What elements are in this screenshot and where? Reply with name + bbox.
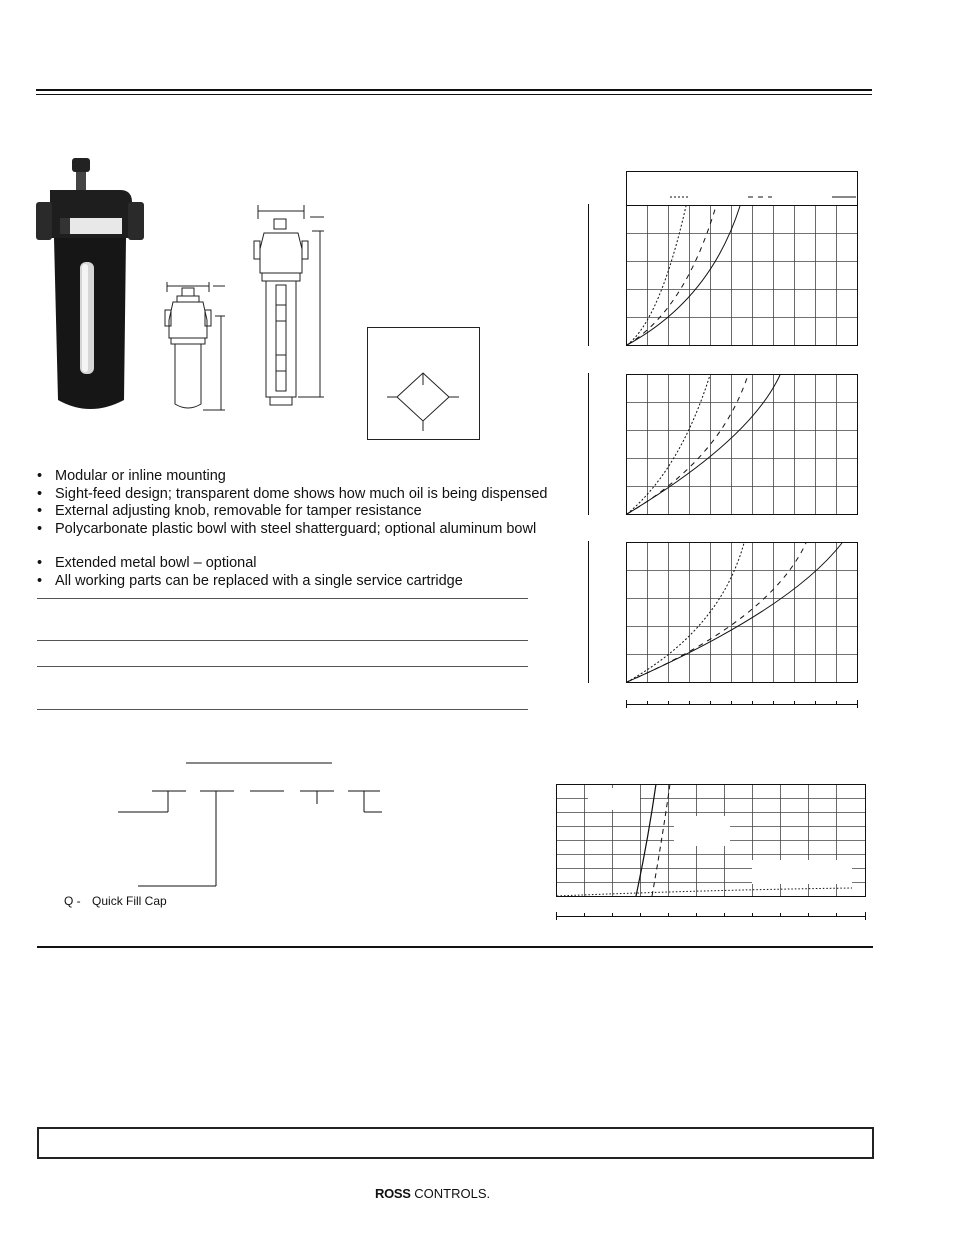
feature-item: • Sight-feed design; transparent dome shows how much oil is being dispensed (37, 486, 547, 504)
feature-item: • Extended metal bowl – optional (37, 555, 463, 573)
brand-logo (375, 1186, 490, 1201)
feature-list-2 (37, 555, 463, 590)
flow-charts (580, 170, 880, 710)
section-rule (37, 709, 528, 710)
feature-item: • All working parts can be replaced with a single service cartridge (37, 573, 463, 591)
header-rule-thin (36, 94, 872, 95)
header-rule (36, 89, 872, 91)
oil-delivery-chart (552, 780, 872, 925)
section-rule (37, 598, 528, 599)
feature-item: • External adjusting knob, removable for tamper resistance (37, 503, 547, 521)
lubricator-symbol (367, 327, 480, 440)
lubricator-photo (20, 150, 150, 420)
feature-item: • Modular or inline mounting (37, 468, 547, 486)
brand-rest: CONTROLS. (410, 1186, 491, 1201)
model-code-diagram (110, 760, 400, 890)
feature-item: • Polycarbonate plastic bowl with steel shatterguard; optional aluminum bowl (37, 521, 547, 539)
brand-bold: ROSS (375, 1186, 411, 1201)
footer-rule (37, 946, 873, 948)
feature-list-1 (37, 468, 547, 538)
option-label: Quick Fill Cap (92, 894, 167, 908)
option-quick-fill (64, 894, 167, 908)
section-rule (37, 640, 528, 641)
tall-unit-drawing (252, 205, 332, 415)
small-unit-drawing (163, 280, 233, 415)
note-box (37, 1127, 874, 1159)
section-rule (37, 666, 528, 667)
option-code: Q - (64, 894, 81, 908)
